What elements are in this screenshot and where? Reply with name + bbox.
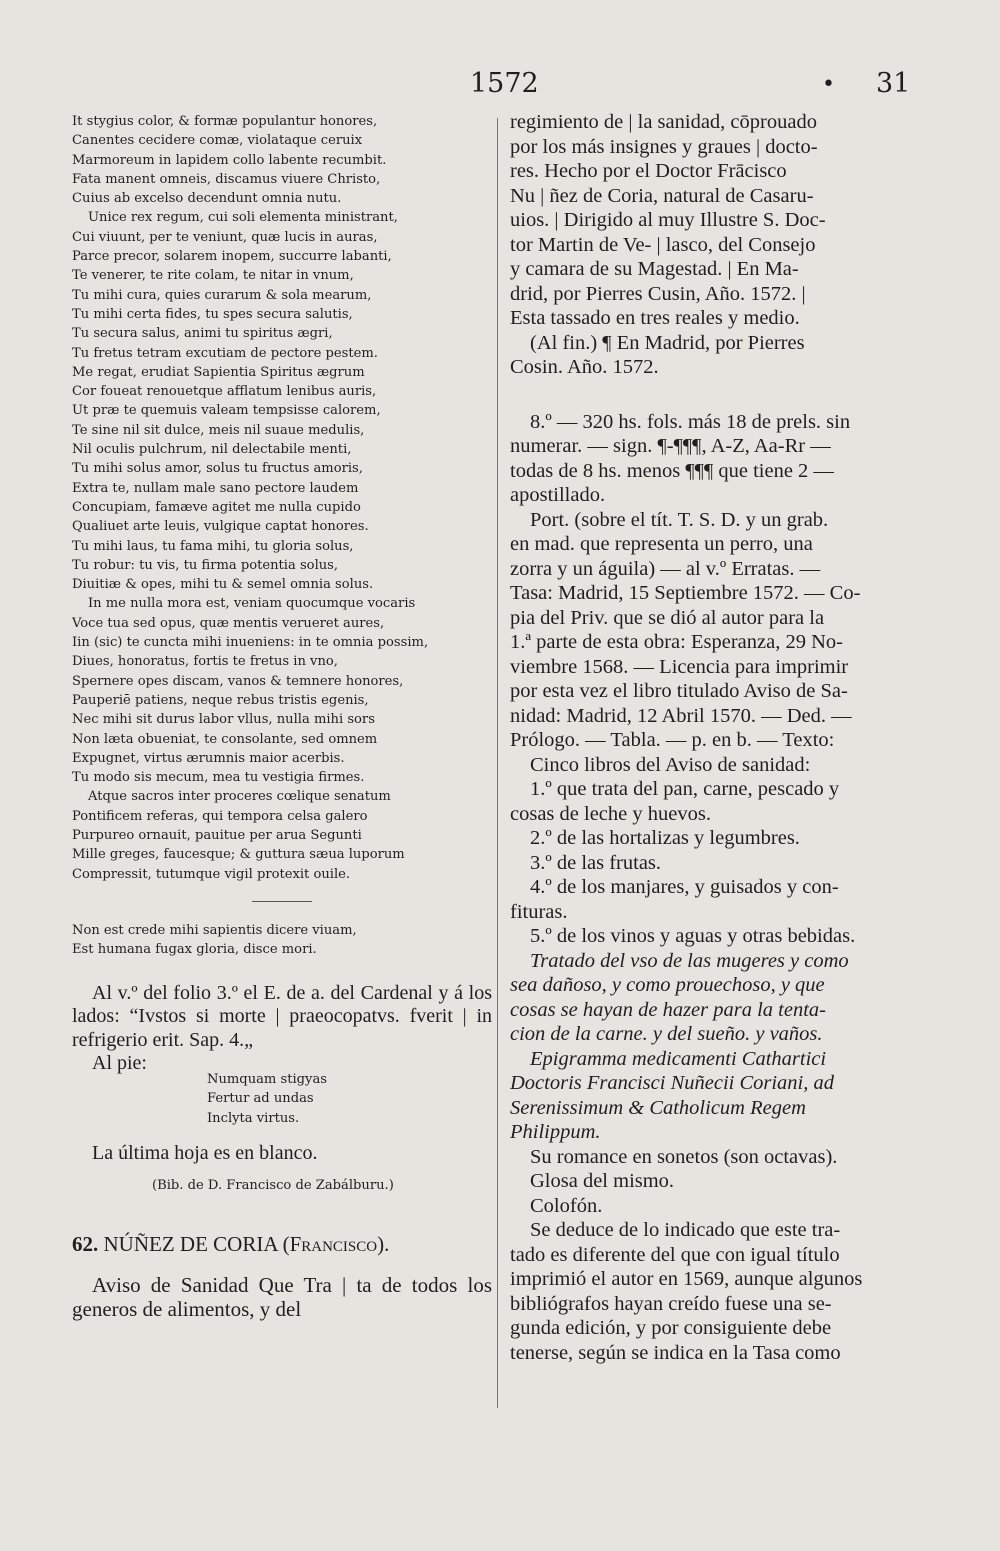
poem-line: Pontificem referas, qui tempora celsa galero [72,808,368,824]
text-line: pia del Priv. que se dió al autor para la [510,606,825,629]
library-source: (Bib. de D. Francisco de Zabálburu.) [152,1177,394,1193]
poem-line: Tu mihi solus amor, solus tu fructus amoris, [72,461,363,477]
column-rule [497,118,498,1408]
entry-paren-close: ). [377,1231,390,1256]
poem-line: Canentes cecidere comæ, violataque ceruix [72,133,363,149]
poem-line: Atque sacros inter proceres cœlique senatum [88,789,391,805]
text-line: regimiento de | la sanidad, cōprouado [510,111,817,133]
entry-author: NÚÑEZ DE CORIA [103,1231,278,1256]
text-line: gunda edición, y por consiguiente debe [510,1317,832,1339]
poem-line: Mille greges, faucesque; & guttura sæua luporum [72,847,405,863]
poem-line: Tu modo sis mecum, mea tu vestigia firmes. [72,770,365,786]
text-line: por esta vez el libro titulado Aviso de Sa- [510,680,848,702]
poem-line: Tu mihi certa fides, tu spes secura salutis, [72,306,353,322]
verse-line: Fertur ad undas [207,1091,314,1107]
entry-given-name: Francisco [289,1231,378,1256]
text-line: 8.º — 320 hs. fols. más 18 de prels. sin [530,410,851,433]
al-pie-label: Al pie: [92,1052,147,1075]
epigram-line: Est humana fugax gloria, disce mori. [72,942,317,958]
page-number: 31 [876,68,911,99]
text-line: cion de la carne. y del sueño. y vaños. [510,1023,823,1045]
text-line: Cosin. Año. 1572. [510,356,659,378]
poem-line: Tu secura salus, animi tu spiritus ægri, [72,326,333,342]
text-line: Tasa: Madrid, 15 Septiembre 1572. — Co- [510,582,861,604]
poem-line: Tu mihi cura, quies curarum & sola mearum, [72,287,372,303]
poem-line: Te venerer, te rite colam, te nitar in vnum, [72,268,354,284]
header-dot: • [822,72,835,97]
text-line: Nu | ñez de Coria, natural de Casaru- [510,184,814,207]
text-line: sea dañoso, y como prouechoso, y que [510,974,825,996]
poem-line: Diuitiæ & opes, mihi tu & semel omnia solus. [72,577,374,593]
section-separator [252,901,312,902]
page-header [0,68,1000,108]
entry-number: 62. [72,1231,99,1256]
poem-line: Cuius ab excelso decendunt omnia nutu. [72,191,342,207]
paragraph-gap [510,380,920,410]
text-line: 1.ª parte de esta obra: Esperanza, 29 No- [510,631,843,653]
text-line: nidad: Madrid, 12 Abril 1570. — Ded. — [510,704,852,727]
poem-line: Marmoreum in lapidem collo labente recumbit. [72,152,387,168]
text-line: zorra y un águila) — al v.º Erratas. — [510,557,821,580]
text-line: cosas se hayan de hazer para la tenta- [510,998,826,1021]
poem-line: Fata manent omneis, discamus viuere Christo, [72,171,381,187]
verse-line: Inclyta virtus. [207,1110,300,1126]
poem-line: Compressit, tutumque vigil protexit ouile. [72,866,351,882]
text-line: 5.º de los vinos y aguas y otras bebidas. [530,925,856,947]
text-line: uios. | Dirigido al muy Illustre S. Doc- [510,209,826,231]
text-line: Se deduce de lo indicado que este tra- [530,1219,841,1241]
poem-line: In me nulla mora est, veniam quocumque vocaris [88,596,416,612]
poem-line: Extra te, nullam male sano pectore laudem [72,480,359,496]
poem-line: Me regat, erudiat Sapientia Spiritus ægrum [72,364,365,380]
folio-note: Al v.º del folio 3.º el E. de a. del Cardenal y á los lados: “Ivstos si morte | praeocopatvs. fverit | in refrigerio erit. Sap. 4.„ [72,981,492,1051]
text-line: imprimió el autor en 1569, aunque algunos [510,1268,863,1290]
text-line: por los más insignes y graues | docto- [510,135,818,158]
verse-line: Numquam stigyas [207,1071,327,1087]
poem-line: Concupiam, famæve agitet me nulla cupido [72,499,361,515]
text-line: todas de 8 hs. menos ¶¶¶ que tiene 2 — [510,459,834,482]
left-column [72,112,492,1321]
entry-title-text: Aviso de Sanidad Que Tra | ta de todos los generos de alimentos, y del [72,1272,492,1321]
motto-verse [72,1070,492,1129]
poem-line: Spernere opes discam, vanos & temnere honores, [72,673,404,689]
text-line: Serenissimum & Catholicum Regem [510,1096,806,1119]
text-line: Su romance en sonetos (son octavas). [530,1145,838,1168]
poem-line: Iin (sic) te cuncta mihi inueniens: in te omnia possim, [72,635,429,651]
header-year: 1572 [470,68,539,99]
poem-line: It stygius color, & formæ populantur honores, [72,114,378,129]
epigram [72,921,492,960]
poem-line: Parce precor, solarem inopem, succurre labanti, [72,249,392,265]
poem-line: Cor foueat renouetque afflatum lenibus auris, [72,384,377,400]
epigram-line: Non est crede mihi sapientis dicere viuam, [72,922,357,938]
text-line: Glosa del mismo. [530,1170,675,1192]
text-line: tado es diferente del que con igual título [510,1243,840,1266]
text-line: apostillado. [510,484,606,506]
text-line: Colofón. [530,1194,603,1217]
text-line: tor Martin de Ve- | lasco, del Consejo [510,233,816,256]
poem-line: Nil oculis pulchrum, nil delectabile menti, [72,442,352,458]
text-line: cosas de leche y huevos. [510,802,711,825]
poem-line: Tu mihi laus, tu fama mihi, tu gloria solus, [72,538,354,554]
text-line: Cinco libros del Aviso de sanidad: [530,753,811,776]
text-line: 3.º de las frutas. [530,851,662,874]
text-line: (Al fin.) ¶ En Madrid, por Pierres [530,331,805,354]
text-line: tenerse, según se indica en la Tasa como [510,1341,841,1364]
text-line: 2.º de las hortalizas y legumbres. [530,827,800,849]
poem-line: Non læta obueniat, te consolante, sed omnem [72,731,378,747]
poem-line: Qualiuet arte leuis, vulgique captat honores. [72,519,369,535]
poem-line: Cui viuunt, per te veniunt, quæ lucis in auras, [72,229,378,245]
text-line: 4.º de los manjares, y guisados y con- [530,876,839,898]
text-line: fituras. [510,900,568,923]
text-line: 1.º que trata del pan, carne, pescado y [530,778,840,800]
text-line: Doctoris Francisci Nuñecii Coriani, ad [510,1072,834,1094]
poem-line: Te sine nil sit dulce, meis nil suaue medulis, [72,422,365,438]
poem-line: Pauperiē patiens, neque rebus tristis egenis, [72,692,369,708]
poem-line: Nec mihi sit durus labor vllus, nulla mihi sors [72,712,375,728]
entry-heading [72,1231,492,1257]
text-line: drid, por Pierres Cusin, Año. 1572. | [510,282,806,305]
text-line: viembre 1568. — Licencia para imprimir [510,655,849,678]
poem-line: Purpureo ornauit, pauitue per arua Segunti [72,827,362,843]
latin-poem [72,112,492,884]
text-line: Esta tassado en tres reales y medio. [510,307,800,329]
poem-line: Ut præ te quemuis valeam tempsisse calorem, [72,403,381,419]
text-line: Port. (sobre el tít. T. S. D. y un grab. [530,508,829,531]
text-line: y camara de su Magestad. | En Ma- [510,258,799,280]
poem-line: Tu fretus tetram excutiam de pectore pestem. [72,345,378,361]
text-line: Philippum. [510,1121,601,1143]
poem-line: Voce tua sed opus, quæ mentis verueret aures, [72,615,385,631]
text-line: Epigramma medicamenti Cathartici [530,1047,827,1070]
text-line: Tratado del vso de las mugeres y como [530,949,849,972]
poem-line: Unice rex regum, cui soli elementa ministrant, [88,210,398,226]
text-line: Prólogo. — Tabla. — p. en b. — Texto: [510,729,835,751]
poem-line: Tu robur: tu vis, tu firma potentia solus, [72,557,339,573]
entry-paren-open: ( [277,1231,290,1256]
text-line: en mad. que representa un perro, una [510,533,813,555]
text-line: bibliógrafos hayan creído fuese una se- [510,1292,832,1315]
poem-line: Diues, honoratus, fortis te fretus in vno, [72,654,338,670]
right-column [510,110,920,1365]
poem-line: Expugnet, virtus ærumnis maior acerbis. [72,750,345,766]
text-line: numerar. — sign. ¶-¶¶¶, A-Z, Aa-Rr — [510,435,831,457]
blank-leaf-note: La última hoja es en blanco. [92,1142,318,1165]
text-line: res. Hecho por el Doctor Frācisco [510,160,787,182]
